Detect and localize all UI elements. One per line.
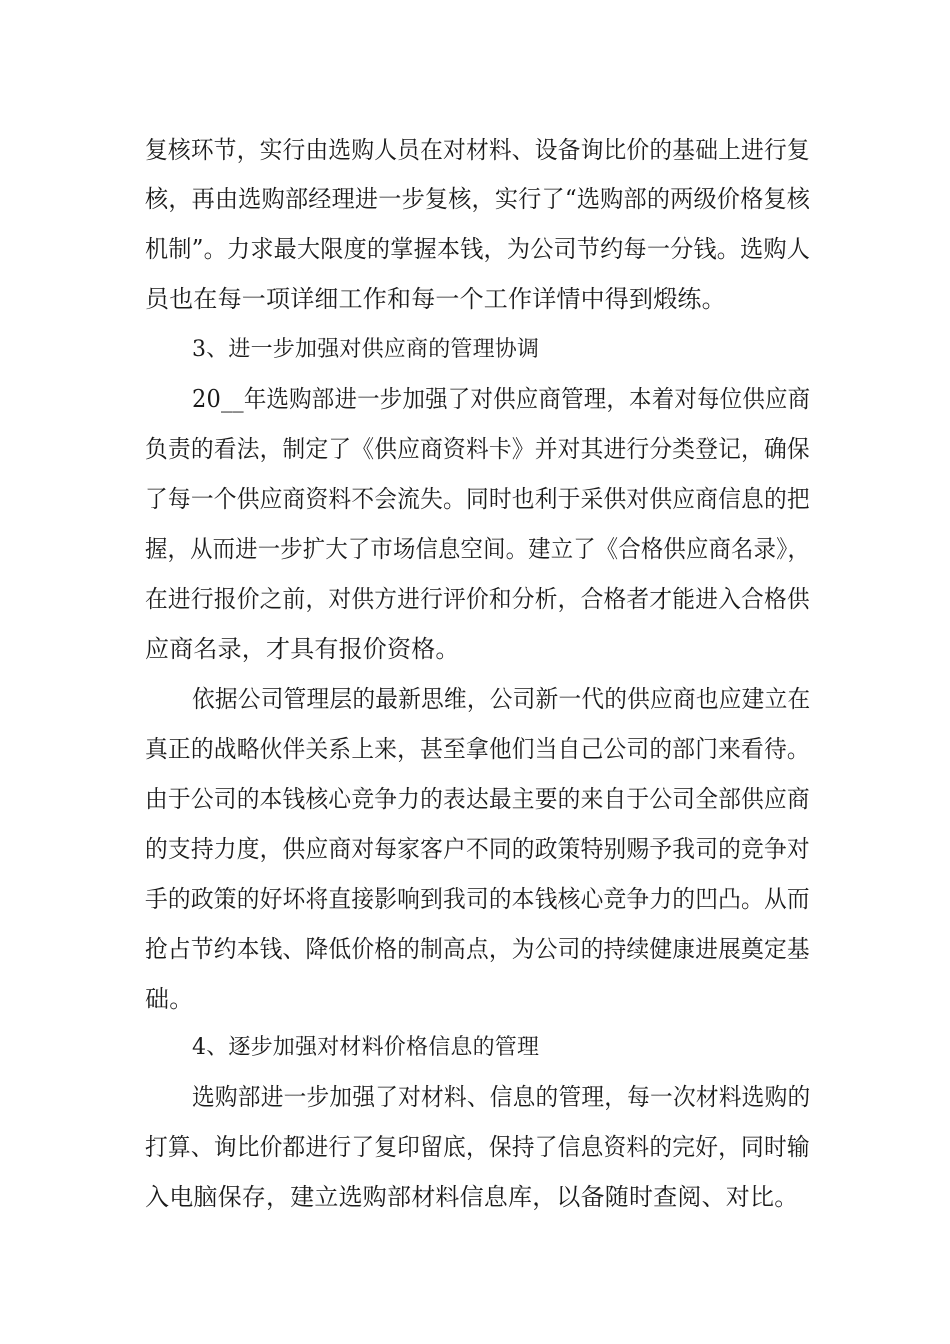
body-text-line: 础。 — [145, 985, 194, 1013]
body-text-line: 入电脑保存，建立选购部材料信息库，以备随时查阅、对比。 — [145, 1183, 799, 1211]
body-text-line: 依据公司管理层的最新思维，公司新一代的供应商也应建立在 — [192, 685, 811, 713]
body-text-line: 抢占节约本钱、降低价格的制高点，为公司的持续健康进展奠定基 — [145, 935, 810, 963]
body-text-line: 了每一个供应商资料不会流失。同时也利于采供对供应商信息的把 — [145, 485, 810, 513]
body-text-line: 机制”。力求最大限度的掌握本钱，为公司节约每一分钱。选购人 — [145, 235, 811, 263]
body-text-line: 手的政策的好坏将直接影响到我司的本钱核心竞争力的凹凸。从而 — [145, 885, 810, 913]
body-text-line: 核，再由选购部经理进一步复核，实行了“选购部的两级价格复核 — [145, 185, 811, 213]
body-text-line: 真正的战略伙伴关系上来，甚至拿他们当自己公司的部门来看待。 — [145, 735, 810, 763]
body-text-line: 由于公司的本钱核心竞争力的表达最主要的来自于公司全部供应商 — [145, 785, 810, 813]
section-heading: 4、逐步加强对材料价格信息的管理 — [192, 1035, 540, 1060]
body-text-line: 员也在每一项详细工作和每一个工作详情中得到煅练。 — [145, 285, 726, 313]
section-heading: 3、进一步加强对供应商的管理协调 — [192, 337, 540, 362]
body-text-line: 应商名录，才具有报价资格。 — [145, 635, 460, 663]
body-text-line: 握，从而进一步扩大了市场信息空间。建立了《合格供应商名录》， — [145, 535, 811, 563]
body-text-line: 打算、询比价都进行了复印留底，保持了信息资料的完好，同时输 — [145, 1133, 810, 1161]
body-text-line: 20__年选购部进一步加强了对供应商管理，本着对每位供应商 — [192, 385, 811, 413]
body-text-line: 复核环节，实行由选购人员在对材料、设备询比价的基础上进行复 — [145, 136, 810, 164]
body-text-line: 负责的看法，制定了《供应商资料卡》并对其进行分类登记，确保 — [145, 435, 810, 463]
body-text-line: 在进行报价之前，对供方进行评价和分析，合格者才能进入合格供 — [145, 585, 810, 613]
body-text-line: 的支持力度，供应商对每家客户不同的政策特别赐予我司的竞争对 — [145, 835, 810, 863]
body-text-line: 选购部进一步加强了对材料、信息的管理，每一次材料选购的 — [192, 1083, 811, 1111]
